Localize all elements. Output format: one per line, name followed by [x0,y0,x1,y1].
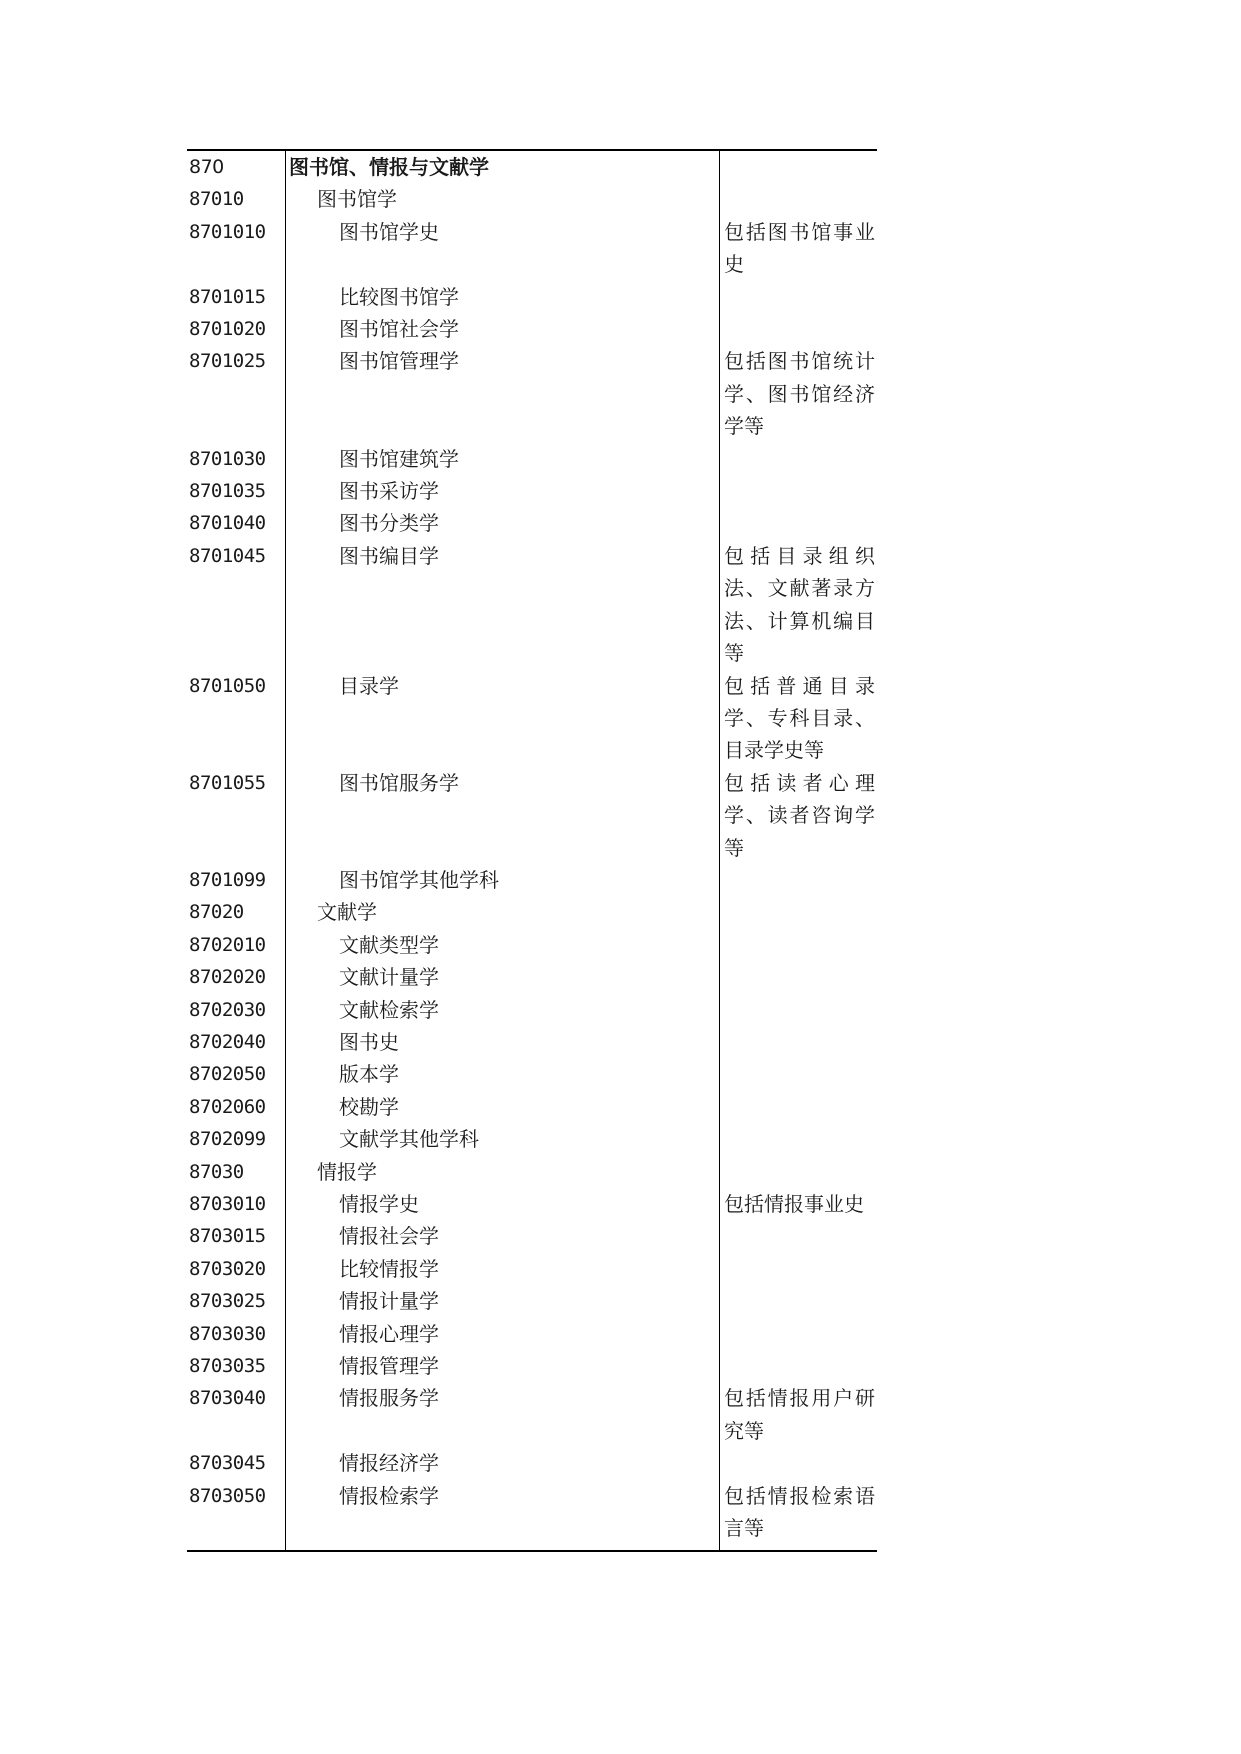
discipline-note: 包括情报用户研究等 [724,1386,875,1443]
table-row [187,443,877,475]
discipline-name: 图书史 [339,1029,399,1054]
discipline-code: 8701045 [189,544,266,567]
discipline-name: 图书馆学 [317,187,397,212]
discipline-name: 比较情报学 [339,1256,439,1281]
table-row [187,1480,877,1545]
table-row [187,864,877,896]
table-row [187,1188,877,1220]
discipline-name: 文献计量学 [339,965,439,990]
discipline-code: 8702010 [189,933,266,956]
table-row [187,1058,877,1090]
discipline-code: 8703025 [189,1290,266,1313]
table-row [187,994,877,1026]
table-bottom-padding [187,1544,877,1550]
discipline-name: 校勘学 [339,1094,399,1119]
discipline-code: 8701025 [189,350,266,373]
table-row [187,540,877,670]
table-row [187,313,877,345]
discipline-name: 情报心理学 [339,1321,439,1346]
table-body [187,151,877,1544]
table-row [187,281,877,313]
table-row [187,151,877,183]
discipline-note: 包括情报检索语言等 [724,1483,875,1541]
table-row [187,1026,877,1058]
discipline-name: 图书分类学 [339,511,439,536]
discipline-code: 8703035 [189,1355,266,1378]
discipline-name: 文献学 [317,900,377,925]
discipline-code: 8703050 [189,1484,266,1507]
discipline-name: 比较图书馆学 [339,284,459,309]
table-row [187,1123,877,1155]
table-row [187,1156,877,1188]
discipline-code: 8702050 [189,1063,266,1086]
discipline-note: 包括图书馆统计学、图书馆经济学等 [724,349,875,439]
table-row [187,1220,877,1252]
discipline-code: 8701099 [189,868,266,891]
discipline-name: 情报社会学 [339,1224,439,1249]
discipline-code: 8702060 [189,1095,266,1118]
table-row [187,1253,877,1285]
discipline-code: 8702030 [189,998,266,1021]
discipline-name: 情报服务学 [339,1386,439,1411]
discipline-note: 包括读者心理学、读者咨询学等 [724,770,875,860]
table-row [187,929,877,961]
discipline-name: 文献学其他学科 [339,1127,479,1152]
discipline-name: 图书馆社会学 [339,317,459,342]
discipline-name: 图书馆服务学 [339,770,459,795]
discipline-code: 8703040 [189,1387,266,1410]
discipline-code: 87030 [189,1160,244,1183]
table-row [187,670,877,767]
discipline-name: 图书馆管理学 [339,349,459,374]
discipline-code: 8703030 [189,1322,266,1345]
discipline-name: 图书馆学其他学科 [339,867,499,892]
discipline-name: 情报学 [317,1159,377,1184]
discipline-code: 8701015 [189,285,266,308]
discipline-code: 8701030 [189,447,266,470]
discipline-code: 87010 [189,188,244,211]
discipline-code: 8701055 [189,771,266,794]
table-row [187,896,877,928]
discipline-code: 8702040 [189,1030,266,1053]
discipline-note: 包括图书馆事业史 [724,219,875,277]
discipline-name: 图书馆、情报与文献学 [289,155,489,179]
discipline-name: 图书馆建筑学 [339,446,459,471]
discipline-code: 87020 [189,901,244,924]
discipline-name: 情报学史 [339,1192,419,1216]
table-row [187,767,877,864]
discipline-code: 8702099 [189,1128,266,1151]
table-row [187,183,877,215]
discipline-code: 8703045 [189,1452,266,1475]
discipline-note: 包括普通目录学、专科目录、目录学史等 [724,673,875,763]
discipline-code: 8703015 [189,1225,266,1248]
discipline-name: 图书编目学 [339,543,439,568]
discipline-code: 8703020 [189,1257,266,1280]
table-row [187,345,877,442]
table-row [187,961,877,993]
discipline-name: 情报管理学 [339,1354,439,1379]
discipline-code: 8703010 [189,1193,266,1215]
discipline-code: 870 [189,156,224,178]
table-row [187,1318,877,1350]
table-row [187,216,877,281]
discipline-name: 文献类型学 [339,932,439,957]
discipline-code: 8701020 [189,318,266,341]
table-row [187,1091,877,1123]
discipline-name: 图书馆学史 [339,219,439,244]
discipline-name: 情报经济学 [339,1451,439,1476]
discipline-code: 8701010 [189,220,266,243]
discipline-name: 情报检索学 [339,1483,439,1508]
table-row [187,1350,877,1382]
table-row [187,1382,877,1447]
table-row [187,507,877,539]
discipline-code: 8701050 [189,674,266,697]
discipline-name: 目录学 [339,673,399,698]
discipline-name: 版本学 [339,1062,399,1087]
table-row [187,475,877,507]
discipline-name: 文献检索学 [339,997,439,1022]
table-row [187,1285,877,1317]
discipline-name: 情报计量学 [339,1289,439,1314]
discipline-name: 图书采访学 [339,479,439,504]
discipline-code: 8702020 [189,966,266,989]
discipline-code-table [187,149,877,1552]
discipline-code: 8701040 [189,512,266,535]
discipline-note: 包括情报事业史 [724,1192,864,1216]
table-row [187,1447,877,1479]
discipline-note: 包括目录组织法、文献著录方法、计算机编目等 [724,543,875,666]
discipline-code: 8701035 [189,480,266,503]
